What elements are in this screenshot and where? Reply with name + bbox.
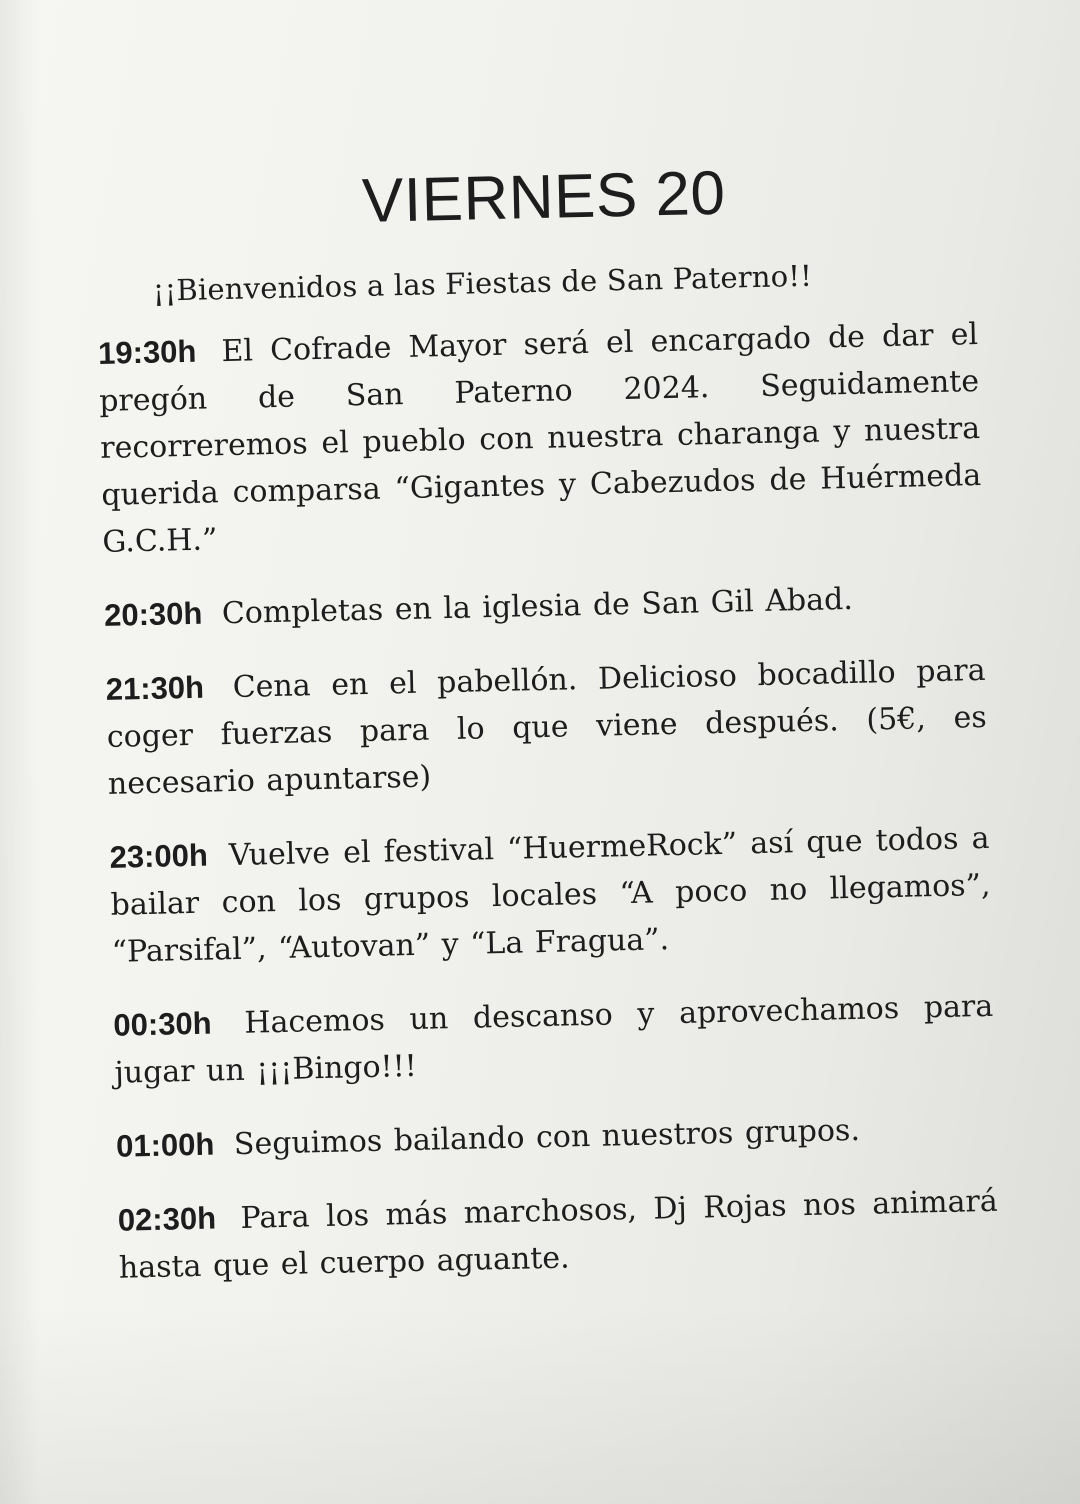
page-title: VIERNES 20	[361, 158, 727, 236]
page-shadow-left	[0, 0, 40, 1504]
event-description: Para los más marchosos, Dj Rojas nos animará hasta que el cuerpo aguante.	[118, 1183, 999, 1286]
event-item	[105, 646, 988, 808]
welcome-text: ¡¡Bienvenidos a las Fiestas de San Paterno!!	[152, 258, 813, 308]
event-description: Vuelve el festival “HuermeRock” así que todos a bailar con los grupos locales “A poco no llegamos”, “Parsifal”, “Autovan” y “La Fragua”.	[110, 820, 991, 970]
event-time: 20:30h	[103, 595, 203, 633]
event-item	[98, 310, 983, 566]
page-shadow-bottom	[0, 1304, 1080, 1504]
event-item	[104, 572, 985, 640]
event-description: Completas en la iglesia de San Gil Abad.	[221, 581, 854, 632]
event-time: 01:00h	[115, 1126, 215, 1164]
event-item	[113, 982, 995, 1097]
event-time: 21:30h	[105, 669, 205, 707]
event-time: 23:00h	[109, 837, 209, 875]
event-time: 00:30h	[113, 1005, 213, 1043]
event-description: Hacemos un descanso y aprovechamos para jugar un ¡¡¡Bingo!!!	[114, 988, 994, 1091]
event-description: Cena en el pabellón. Delicioso bocadillo para coger fuerzas para lo que viene después. (5€, es necesario apuntarse)	[106, 652, 988, 802]
event-time: 02:30h	[117, 1200, 217, 1238]
event-description: Seguimos bailando con nuestros grupos.	[233, 1112, 861, 1163]
event-item	[116, 1103, 997, 1171]
event-time: 19:30h	[97, 333, 197, 371]
program-content	[94, 150, 999, 1292]
event-description: El Cofrade Mayor será el encargado de dar el pregón de San Paterno 2024. Seguidamente recorreremos el pueblo con nuestra charanga y nuestra querida comparsa “Gigantes y Cabezudos de Huérmeda G.C.H.”	[98, 316, 982, 560]
event-item	[117, 1177, 999, 1292]
event-item	[109, 814, 992, 976]
